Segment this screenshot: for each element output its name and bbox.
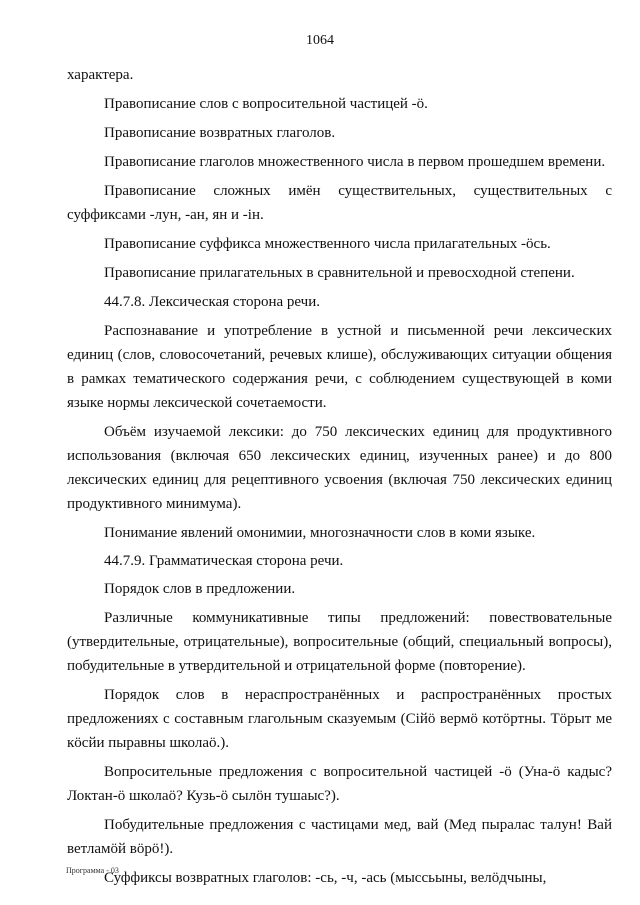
document-body [67, 63, 612, 890]
footer-label: Программа - 03 [66, 866, 119, 875]
paragraph: Распознавание и употребление в устной и письменной речи лексических единиц (слов, словосочетаний, речевых клише), обслуживающих ситуации общения в рамках тематического содержания речи, с соблюдением существующей в коми языке нормы лексической сочетаемости. [67, 323, 612, 411]
page-number: 1064 [306, 33, 334, 48]
paragraph: Правописание суффикса множественного числа прилагательных -öсь. [104, 236, 551, 252]
paragraph: Побудительные предложения с частицами мед, вай (Мед пыралас талун! Вай ветламöй вöрö!). [67, 817, 612, 857]
section-heading: 44.7.9. Грамматическая сторона речи. [104, 553, 344, 569]
paragraph: характера. [67, 67, 134, 83]
paragraph: Суффиксы возвратных глаголов: -сь, -ч, -ась (мыссьыны, велöдчыны, [104, 870, 547, 886]
paragraph: Различные коммуникативные типы предложений: повествовательные (утвердительные, отрицательные), вопросительные (общий, специальный вопросы), побудительные в утвердительной и отрицательной форме (повторение). [67, 610, 612, 674]
paragraph: Правописание возвратных глаголов. [104, 125, 336, 141]
paragraph: Правописание слов с вопросительной частицей -ö. [104, 96, 428, 112]
paragraph: Вопросительные предложения с вопросительной частицей -ö (Уна-ö кадыс? Локтан-ö школаö? Кузь-ö сылöн тушаыс?). [67, 764, 612, 804]
paragraph: Объём изучаемой лексики: до 750 лексических единиц для продуктивного использования (включая 650 лексических единиц, изученных ранее) и до 800 лексических единиц для рецептивного усвоения (включая 750 лексических единиц продуктивного минимума). [67, 424, 612, 512]
paragraph: Правописание прилагательных в сравнительной и превосходной степени. [104, 265, 575, 281]
paragraph: Понимание явлений омонимии, многозначности слов в коми языке. [104, 525, 536, 541]
paragraph: Правописание сложных имён существительных, существительных с суффиксами -лун, -ан, ян и -iн. [67, 183, 612, 223]
paragraph: Правописание глаголов множественного числа в первом прошедшем времени. [104, 154, 606, 170]
paragraph: Порядок слов в предложении. [104, 581, 296, 597]
paragraph: Порядок слов в нераспространённых и распространённых простых предложениях с составным глагольным сказуемым (Сійö вермö котöртны. Тöрыт ме кöсйи пыравны школаö.). [67, 687, 612, 751]
section-heading: 44.7.8. Лексическая сторона речи. [104, 294, 320, 310]
